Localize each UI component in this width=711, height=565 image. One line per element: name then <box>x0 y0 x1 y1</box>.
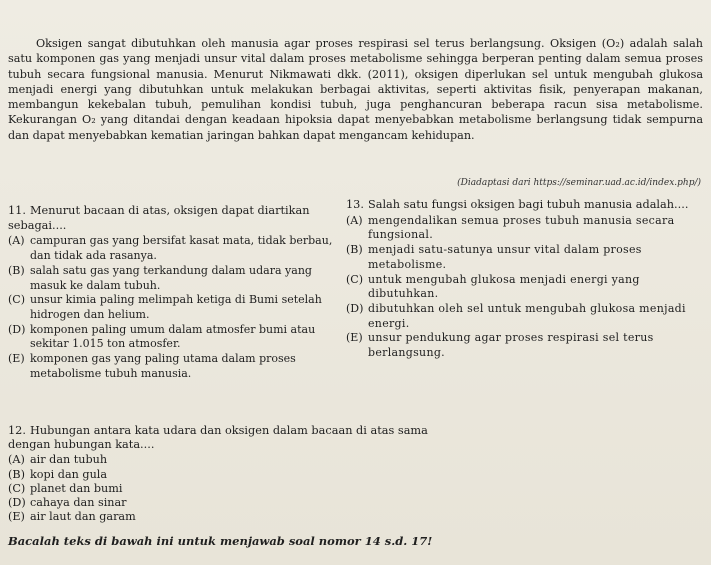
question-13 <box>346 198 706 361</box>
option-label: (B) <box>346 243 363 257</box>
question-11-stem <box>8 204 338 233</box>
option-label: (A) <box>8 453 25 467</box>
passage-source: (Diadaptasi dari https://seminar.uad.ac.id/index.php/) <box>457 178 701 188</box>
option-label: (C) <box>8 293 25 307</box>
question-13-option-e[interactable] <box>346 331 706 360</box>
question-13-stem <box>346 198 706 213</box>
option-label: (E) <box>8 352 25 366</box>
option-label: (C) <box>346 272 363 286</box>
question-11-option-b[interactable] <box>8 264 338 293</box>
option-text: unsur kimia paling melimpah ketiga di Bumi setelah hidrogen dan helium. <box>30 293 322 321</box>
question-11-number: 11. <box>8 204 26 217</box>
question-12-option-e[interactable] <box>8 510 428 524</box>
reading-passage <box>8 36 703 143</box>
question-13-option-b[interactable] <box>346 243 706 272</box>
option-label: (D) <box>8 496 26 510</box>
option-label: (B) <box>8 263 25 277</box>
option-text: planet dan bumi <box>30 481 123 495</box>
option-label: (A) <box>346 213 363 227</box>
option-text: dibutuhkan oleh sel untuk mengubah glukosa menjadi energi. <box>368 301 686 330</box>
question-13-option-a[interactable] <box>346 214 706 243</box>
question-12-option-a[interactable] <box>8 453 428 467</box>
option-label: (C) <box>8 481 26 495</box>
question-12-option-b[interactable] <box>8 468 428 482</box>
option-text: menjadi satu-satunya unsur vital dalam proses metabolisme. <box>368 243 642 271</box>
option-text: cahaya dan sinar <box>30 496 127 510</box>
instruction-text: Bacalah teks di bawah ini untuk menjawab soal nomor 14 s.d. 17! <box>8 534 433 548</box>
question-13-text: Salah satu fungsi oksigen bagi tubuh manusia adalah.... <box>367 198 689 211</box>
question-12-number: 12. <box>8 424 26 437</box>
question-11-text: Menurut bacaan di atas, oksigen dapat diartikan sebagai.... <box>8 204 310 232</box>
option-text: unsur pendukung agar proses respirasi sel terus berlangsung. <box>368 331 654 360</box>
option-text: untuk mengubah glukosa menjadi energi yang dibutuhkan. <box>368 272 640 301</box>
question-11-option-c[interactable] <box>8 293 338 322</box>
question-11-option-d[interactable] <box>8 323 338 352</box>
option-text: komponen gas yang paling utama dalam proses metabolisme tubuh manusia. <box>30 352 296 380</box>
option-label: (A) <box>8 234 25 248</box>
option-label: (D) <box>8 322 26 336</box>
option-label: (E) <box>346 331 363 345</box>
question-11-option-e[interactable] <box>8 352 338 381</box>
passage-paragraph: Oksigen sangat dibutuhkan oleh manusia agar proses respirasi sel terus berlangsung. Oksigen (O₂) adalah salah satu komponen gas yang menjadi unsur vital dalam proses metabolisme sehingga berperan penting dalam semua proses tubuh secara fungsional manusia. Menurut Nikmawati dkk. (2011), oksigen diperlukan sel untuk mengubah glukosa menjadi energi yang dibutuhkan untuk melakukan berbagai aktivitas, seperti aktivitas fisik, penyerapan makanan, membangun kekebalan tubuh, pemulihan kondisi tubuh, juga penghancuran beberapa racun sisa metabolisme. Kekurangan O₂ yang ditandai dengan keadaan hipoksia dapat menyebabkan metabolisme berlangsung tidak sempurna dan dapat menyebabkan kematian jaringan bahkan dapat mengancam kehidupan. <box>8 37 703 142</box>
question-11 <box>8 204 338 381</box>
option-label: (D) <box>346 301 364 315</box>
question-13-option-c[interactable] <box>346 273 706 302</box>
option-text: air dan tubuh <box>30 453 108 467</box>
option-text: salah satu gas yang terkandung dalam udara yang masuk ke dalam tubuh. <box>30 263 312 292</box>
question-12-option-c[interactable] <box>8 482 428 496</box>
option-text: campuran gas yang bersifat kasat mata, tidak berbau, dan tidak ada rasanya. <box>30 234 333 263</box>
question-11-option-a[interactable] <box>8 234 338 263</box>
option-text: komponen paling umum dalam atmosfer bumi atau sekitar 1.015 ton atmosfer. <box>30 322 316 351</box>
question-13-option-d[interactable] <box>346 302 706 331</box>
option-text: air laut dan garam <box>30 510 136 524</box>
question-12-stem <box>8 424 428 452</box>
option-text: mengendalikan semua proses tubuh manusia secara fungsional. <box>368 213 675 242</box>
option-label: (E) <box>8 510 25 524</box>
question-13-number: 13. <box>346 198 364 211</box>
question-12-text: Hubungan antara kata udara dan oksigen dalam bacaan di atas sama dengan hubungan kata.... <box>8 424 428 452</box>
question-12 <box>8 424 428 524</box>
question-12-option-d[interactable] <box>8 496 428 510</box>
option-label: (B) <box>8 467 25 481</box>
option-text: kopi dan gula <box>30 467 108 481</box>
